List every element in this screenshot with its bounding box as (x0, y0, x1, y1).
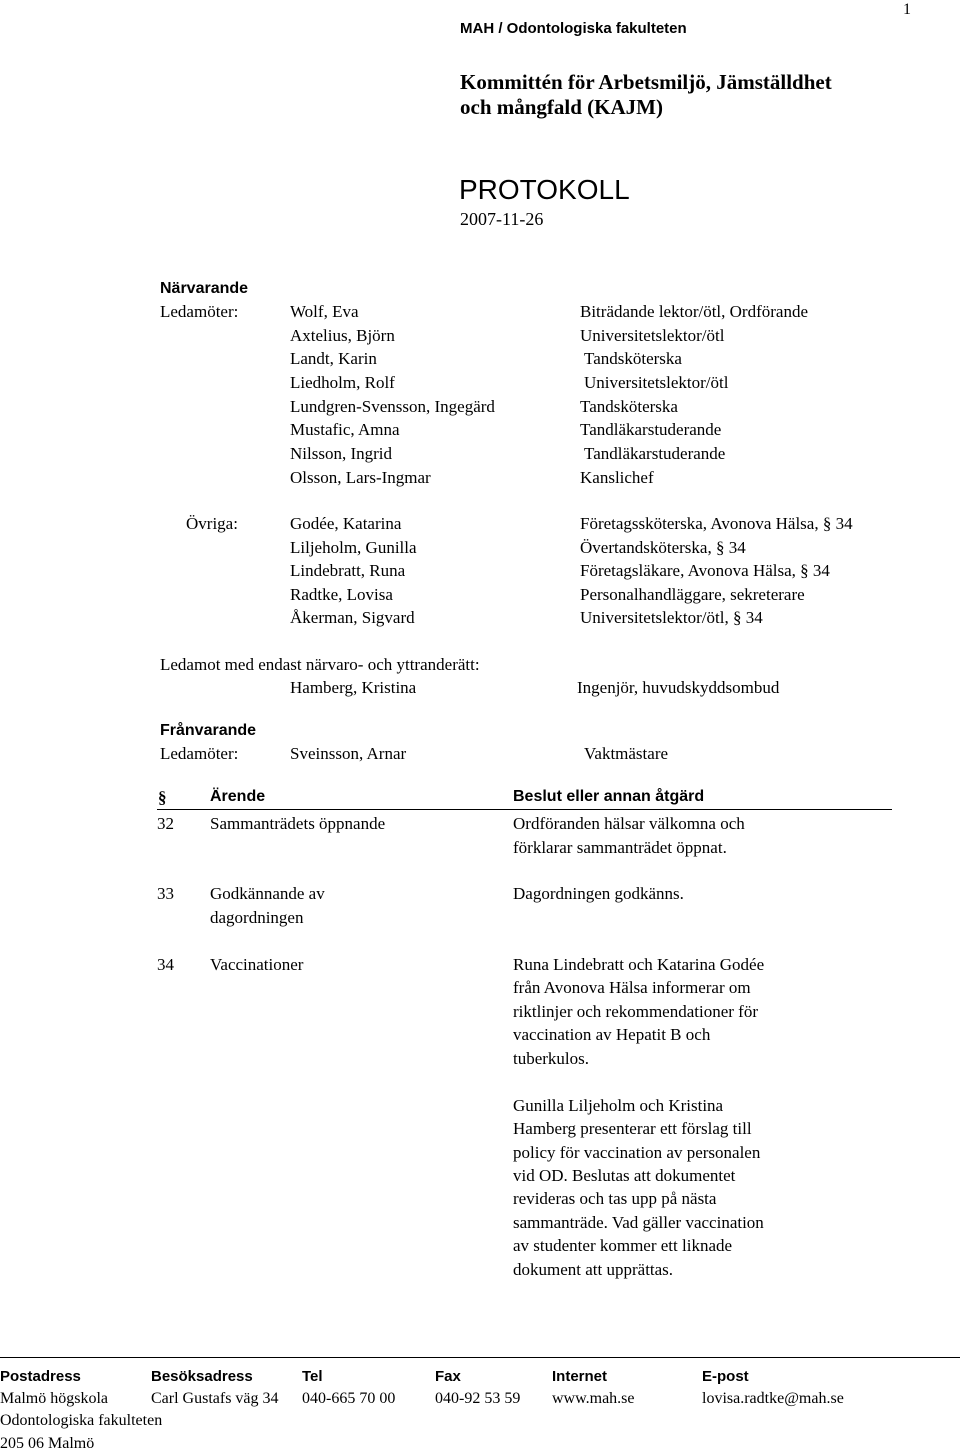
item-title: Godkännande av (210, 884, 325, 903)
decision-line: dokument att upprättas. (513, 1260, 674, 1279)
absent-members-label: Ledamöter: (160, 744, 239, 763)
item-column-header: Ärende (210, 788, 266, 805)
members-label: Ledamöter: (160, 302, 239, 321)
header-divider (157, 809, 892, 810)
footer-website: www.mah.se (552, 1390, 635, 1407)
section-symbol-header: § (158, 788, 167, 807)
decision-line: policy för vaccination av personalen (513, 1143, 761, 1162)
member-name: Olsson, Lars-Ingmar (290, 468, 431, 487)
decision-line: vid OD. Beslutas att dokumentet (513, 1166, 736, 1185)
footer-header: Postadress (0, 1368, 81, 1385)
other-role: Företagssköterska, Avonova Hälsa, § 34 (580, 514, 853, 533)
member-name: Axtelius, Björn (290, 326, 395, 345)
other-name: Godée, Katarina (290, 514, 402, 533)
present-heading: Närvarande (160, 280, 249, 297)
decision-line: revideras och tas upp på nästa (513, 1189, 717, 1208)
footer-header: Besöksadress (151, 1368, 253, 1385)
footer-header: Fax (435, 1368, 461, 1385)
decision-line: från Avonova Hälsa informerar om (513, 978, 751, 997)
decision-line: Ordföranden hälsar välkomna och (513, 814, 745, 833)
page-number: 1 (903, 1, 911, 18)
footer-visiting-address: Carl Gustafs väg 34 (151, 1390, 279, 1407)
member-role: Kanslichef (580, 468, 654, 487)
footer-address-line2: Odontologiska fakulteten (0, 1412, 163, 1429)
institution-name: MAH / Odontologiska fakulteten (460, 20, 687, 37)
other-role: Företagsläkare, Avonova Hälsa, § 34 (580, 561, 830, 580)
item-title: Sammanträdets öppnande (210, 814, 386, 833)
other-role: Personalhandläggare, sekreterare (580, 585, 805, 604)
decision-column-header: Beslut eller annan åtgärd (513, 788, 705, 805)
decision-line: förklarar sammanträdet öppnat. (513, 838, 727, 857)
decision-line: av studenter kommer ett liknade (513, 1236, 733, 1255)
other-name: Radtke, Lovisa (290, 585, 393, 604)
other-name: Liljeholm, Gunilla (290, 538, 417, 557)
member-role: Universitetslektor/ötl (580, 326, 725, 345)
member-name: Landt, Karin (290, 349, 377, 368)
member-role: Tandsköterska (580, 397, 678, 416)
decision-line: Runa Lindebratt och Katarina Godée (513, 955, 765, 974)
other-name: Lindebratt, Runa (290, 561, 406, 580)
member-name: Liedholm, Rolf (290, 373, 395, 392)
decision-line: Dagordningen godkänns. (513, 884, 684, 903)
decision-line: sammanträde. Vad gäller vaccination (513, 1213, 764, 1232)
footer-fax: 040-92 53 59 (435, 1390, 521, 1407)
others-label: Övriga: (186, 514, 238, 533)
member-name: Wolf, Eva (290, 302, 359, 321)
item-number: 34 (157, 955, 174, 974)
observer-name: Hamberg, Kristina (290, 678, 417, 697)
footer-email: lovisa.radtke@mah.se (702, 1390, 844, 1407)
committee-title-line2: och mångfald (KAJM) (460, 95, 663, 119)
footer-phone: 040-665 70 00 (302, 1390, 396, 1407)
observer-label: Ledamot med endast närvaro- och yttranderätt: (160, 655, 480, 674)
absent-member-name: Sveinsson, Arnar (290, 744, 407, 763)
other-name: Åkerman, Sigvard (290, 608, 415, 627)
member-role: Tandläkarstuderande (580, 420, 722, 439)
member-role: Tandläkarstuderande (584, 444, 726, 463)
decision-line: tuberkulos. (513, 1049, 590, 1068)
member-name: Nilsson, Ingrid (290, 444, 392, 463)
observer-role: Ingenjör, huvudskyddsombud (577, 678, 780, 697)
footer-address-line3: 205 06 Malmö (0, 1435, 95, 1452)
footer-header: E-post (702, 1368, 749, 1385)
decision-line: vaccination av Hepatit B och (513, 1025, 711, 1044)
member-name: Lundgren-Svensson, Ingegärd (290, 397, 495, 416)
other-role: Övertandsköterska, § 34 (580, 538, 746, 557)
item-title: dagordningen (210, 908, 304, 927)
item-title: Vaccinationer (210, 955, 304, 974)
meeting-date: 2007-11-26 (460, 209, 544, 229)
footer-header: Tel (302, 1368, 323, 1385)
item-number: 33 (157, 884, 174, 903)
other-role: Universitetslektor/ötl, § 34 (580, 608, 763, 627)
decision-line: Gunilla Liljeholm och Kristina (513, 1096, 724, 1115)
footer-divider (0, 1357, 960, 1358)
item-number: 32 (157, 814, 174, 833)
member-role: Tandsköterska (584, 349, 682, 368)
document-title: PROTOKOLL (459, 174, 630, 205)
member-name: Mustafic, Amna (290, 420, 400, 439)
footer-header: Internet (552, 1368, 608, 1385)
member-role: Biträdande lektor/ötl, Ordförande (580, 302, 809, 321)
footer-postal-address: Malmö högskola (0, 1390, 108, 1407)
absent-member-role: Vaktmästare (584, 744, 669, 763)
decision-line: riktlinjer och rekommendationer för (513, 1002, 758, 1021)
absent-heading: Frånvarande (160, 722, 257, 739)
member-role: Universitetslektor/ötl (584, 373, 729, 392)
committee-title-line1: Kommittén för Arbetsmiljö, Jämställdhet (460, 70, 832, 94)
decision-line: Hamberg presenterar ett förslag till (513, 1119, 752, 1138)
